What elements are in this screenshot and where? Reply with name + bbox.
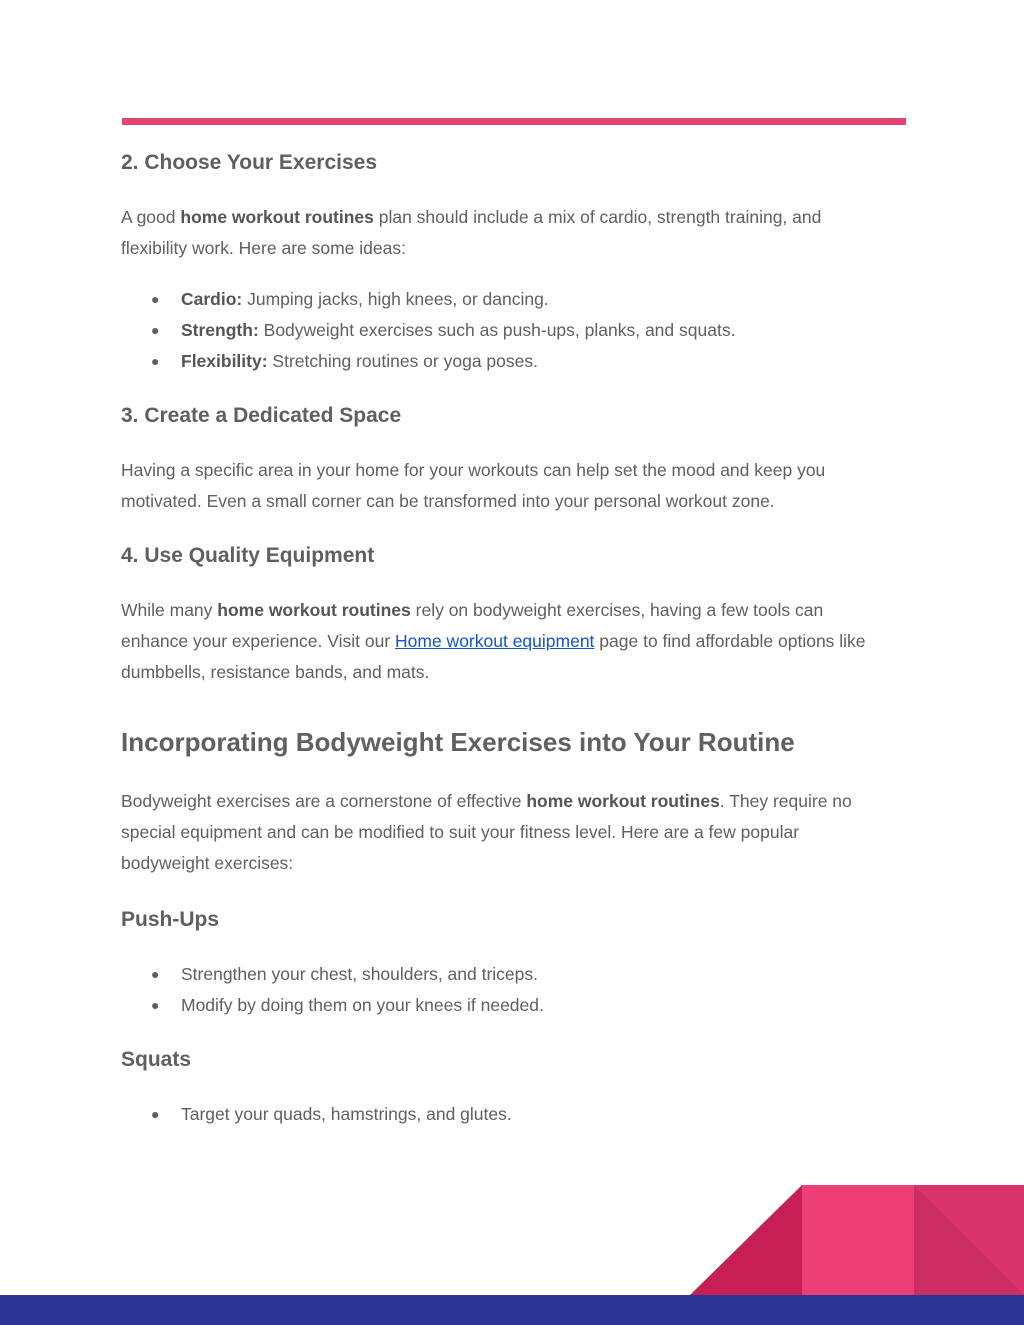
bold-keyword: home workout routines [526, 791, 720, 811]
section-paragraph-dedicated-space: Having a specific area in your home for your workouts can help set the mood and keep you motivated. Even a small corner can be transformed into your personal workout zone. [121, 460, 826, 511]
list-item [121, 315, 891, 346]
list-item-text: Strengthen your chest, shoulders, and triceps. [181, 964, 539, 984]
text-run: A good [121, 207, 181, 227]
text-run: page to find affordable options like dumbbells, resistance bands, and mats. [121, 631, 866, 682]
text-run: . They require no special equipment and can be modified to suit your fitness level. Here are a few popular bodyweight exercises: [121, 791, 852, 873]
section-paragraph-bodyweight [121, 786, 891, 879]
section-heading-squats: Squats [121, 1048, 192, 1071]
corner-decoration [690, 1185, 1024, 1295]
list-item-label: Flexibility: [181, 351, 268, 371]
section-heading-push-ups: Push-Ups [121, 908, 220, 931]
squats-list [121, 1099, 891, 1130]
bullet-icon: ● [151, 997, 160, 1013]
push-ups-list [121, 959, 891, 1021]
section-heading-quality-equipment: 4. Use Quality Equipment [121, 544, 375, 567]
list-item-label: Cardio: [181, 289, 243, 309]
list-item [121, 1099, 891, 1130]
list-item-text: Modify by doing them on your knees if needed. [181, 995, 544, 1015]
section-heading-dedicated-space: 3. Create a Dedicated Space [121, 404, 402, 427]
footer-bar [0, 1295, 1024, 1325]
list-item [121, 346, 891, 377]
text-run: Bodyweight exercises are a cornerstone of effective [121, 791, 527, 811]
list-item-text: Bodyweight exercises such as push-ups, planks, and squats. [258, 320, 736, 340]
section-heading-choose-exercises: 2. Choose Your Exercises [121, 151, 378, 174]
section-heading-bodyweight: Incorporating Bodyweight Exercises into Your Routine [121, 727, 795, 757]
bold-keyword: home workout routines [217, 600, 411, 620]
list-item [121, 959, 891, 990]
text-run: While many [121, 600, 218, 620]
list-item-text: Stretching routines or yoga poses. [267, 351, 538, 371]
section-paragraph-quality-equipment [121, 595, 891, 688]
bullet-icon: ● [151, 353, 160, 369]
bullet-icon: ● [151, 1106, 160, 1122]
bullet-icon: ● [151, 322, 160, 338]
exercise-ideas-list [121, 284, 891, 377]
list-item [121, 284, 891, 315]
deco-square-middle [802, 1185, 914, 1295]
text-run: rely on bodyweight exercises, having a few tools can enhance your experience. Visit our [121, 600, 824, 651]
bullet-icon: ● [151, 291, 160, 307]
section-paragraph-choose-exercises [121, 202, 891, 264]
text-run: plan should include a mix of cardio, strength training, and flexibility work. Here are some ideas: [121, 207, 822, 258]
list-item [121, 990, 891, 1021]
deco-triangle-left [690, 1185, 802, 1295]
document-body [121, 148, 891, 1130]
list-item-text: Jumping jacks, high knees, or dancing. [242, 289, 549, 309]
list-item-text: Target your quads, hamstrings, and glutes. [181, 1104, 512, 1124]
list-item-label: Strength: [181, 320, 259, 340]
bullet-icon: ● [151, 966, 160, 982]
top-accent-rule [122, 118, 906, 125]
bold-keyword: home workout routines [180, 207, 374, 227]
home-workout-equipment-link[interactable]: Home workout equipment [395, 631, 595, 651]
